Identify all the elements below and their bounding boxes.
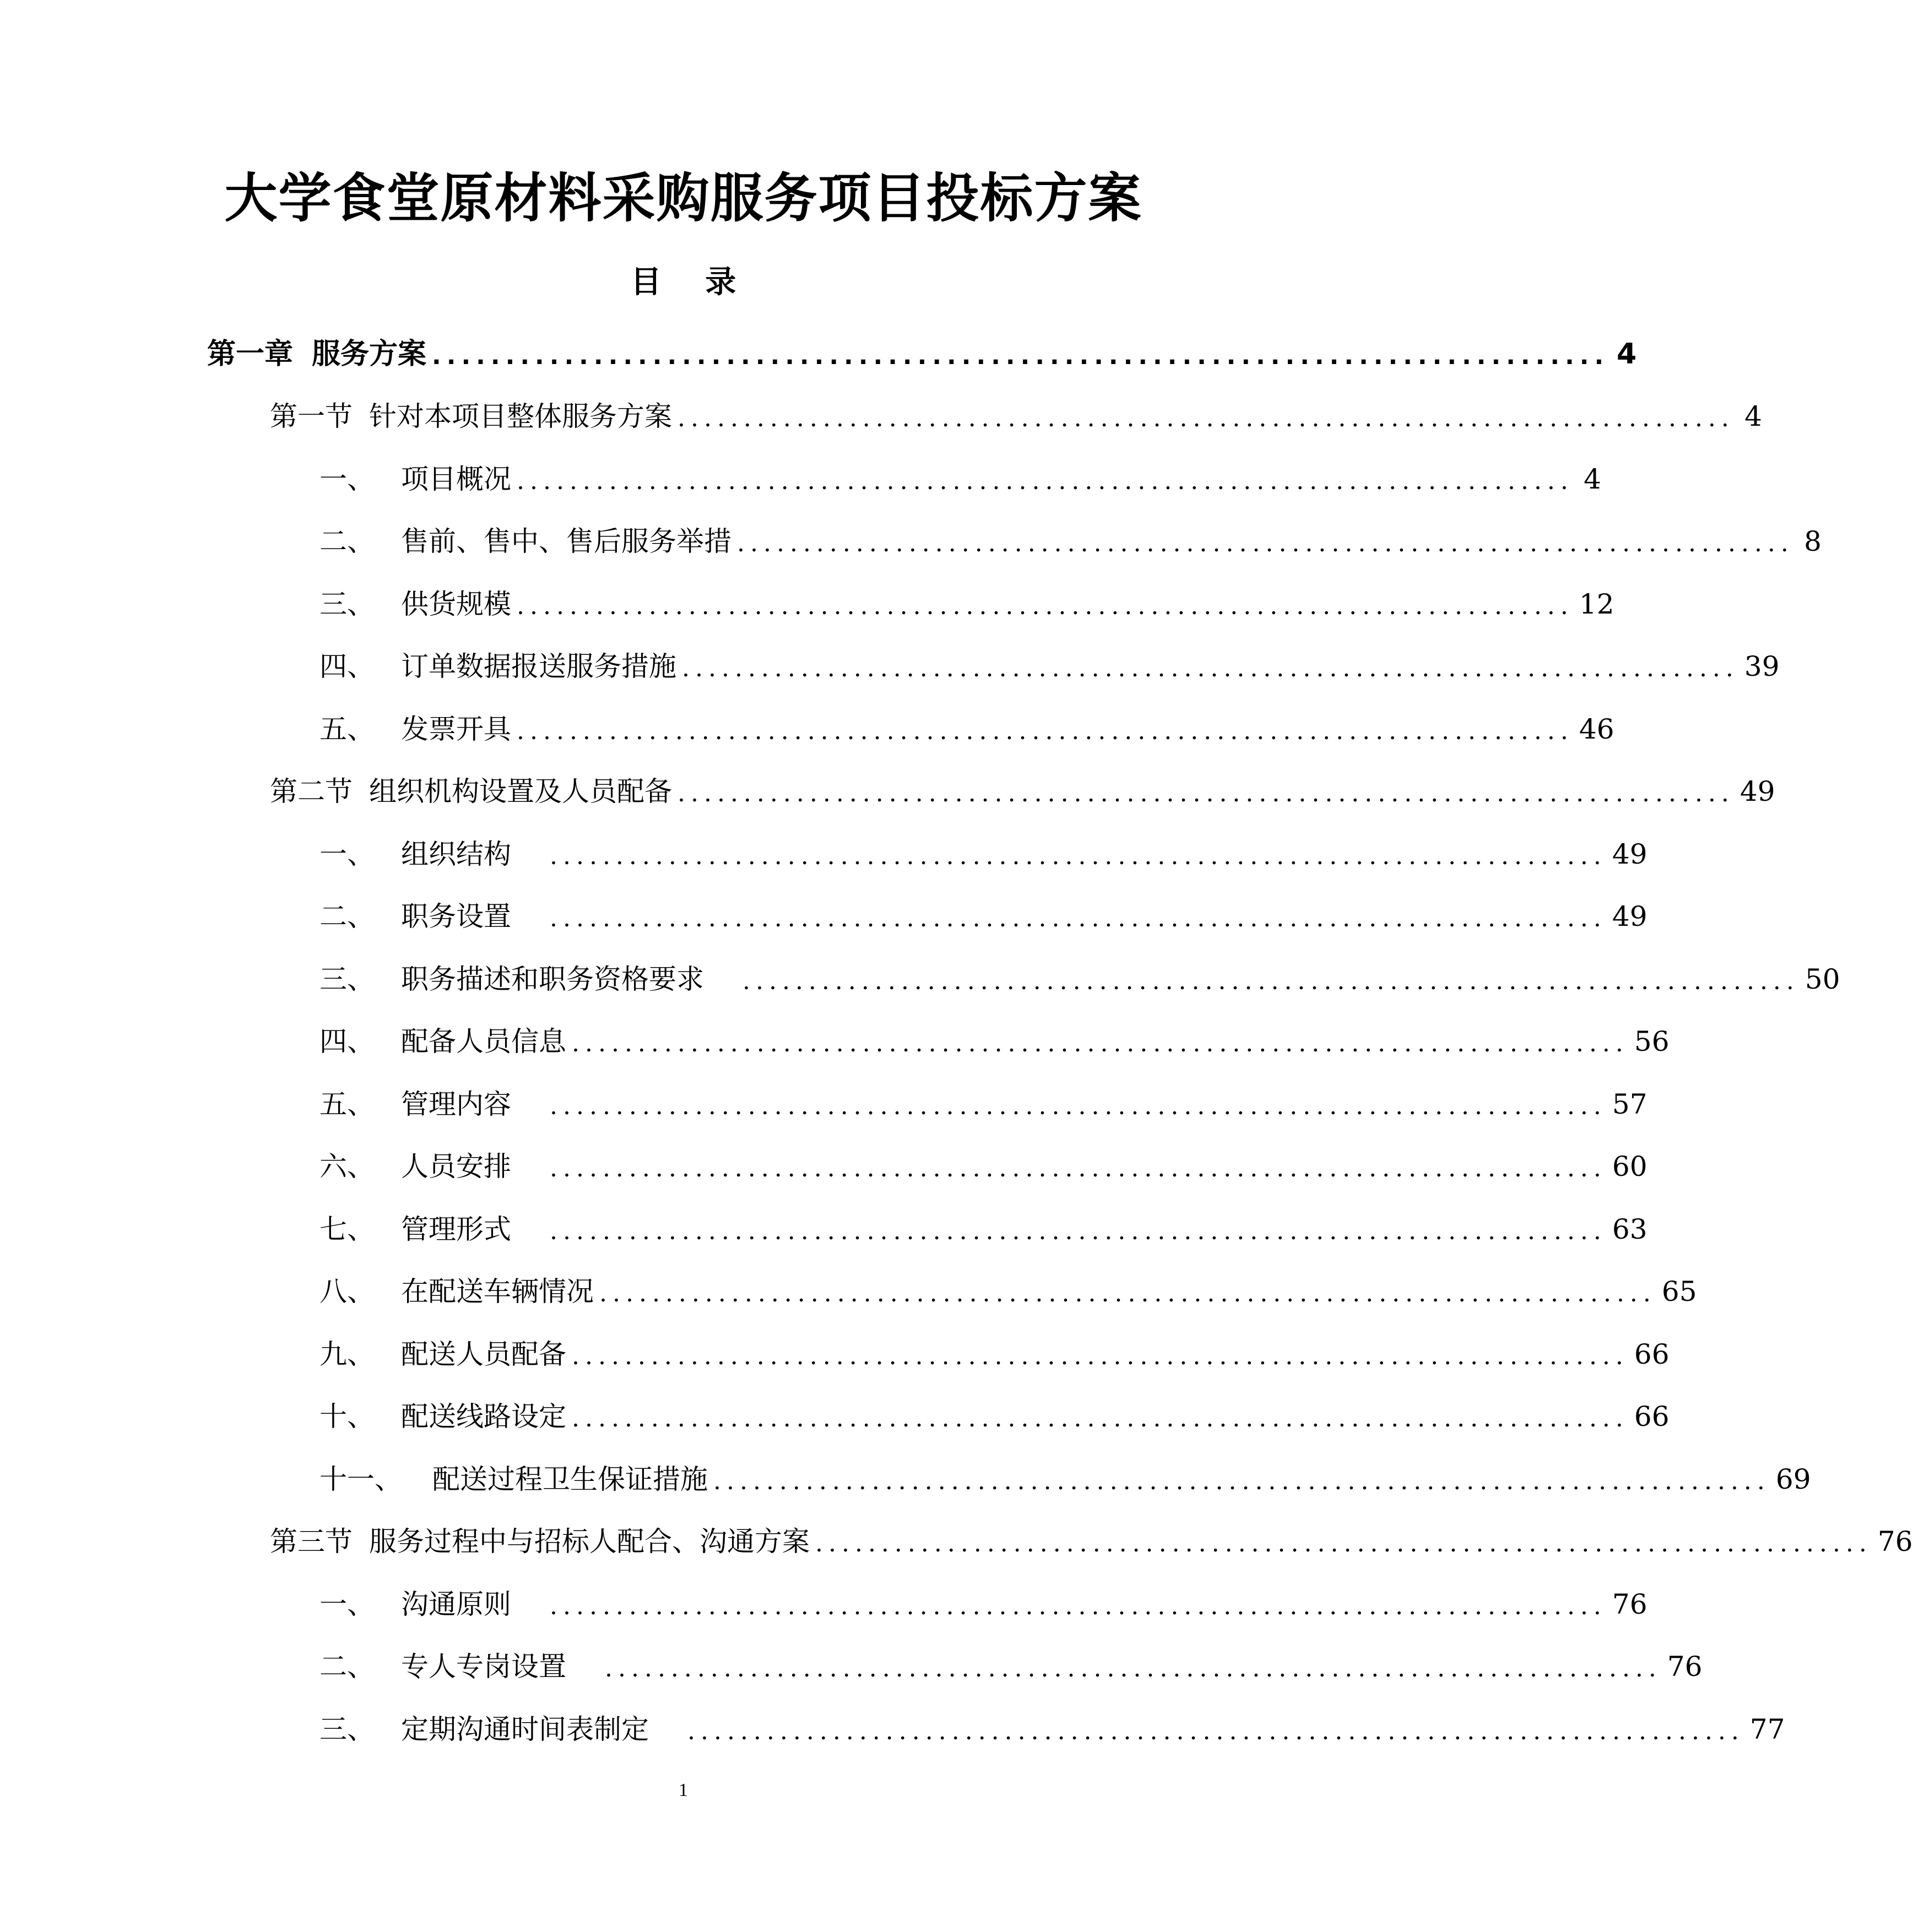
toc-entry[interactable] (0, 1073, 1648, 1136)
toc-entry-number: 五、 (319, 1088, 375, 1120)
toc-entry-page: 39 (1744, 650, 1780, 683)
toc-entry[interactable] (0, 1511, 1913, 1573)
toc-dot-leader: ................................................................................ (713, 1467, 1770, 1495)
toc-entry-number: 第一章 (207, 337, 294, 371)
toc-entry-page: 4 (1584, 463, 1601, 495)
toc-entry-page: 49 (1612, 838, 1648, 870)
toc-dot-leader: ................................................................................ (678, 779, 1735, 808)
toc-dot-leader: ................................................................................ (572, 1029, 1629, 1058)
toc-entry-title: 管理形式 (401, 1213, 511, 1245)
toc-entry-number: 七、 (319, 1213, 375, 1245)
toc-entry-page: 66 (1634, 1401, 1670, 1433)
toc-entry-title: 配备人员信息 (401, 1025, 566, 1058)
toc-entry-title: 组织机构设置及人员配备 (369, 775, 672, 808)
toc-dot-leader: ................................................................................ (432, 341, 1609, 370)
toc-entry-page: 66 (1634, 1338, 1670, 1370)
page-number: 1 (679, 1780, 688, 1800)
toc-entry-page: 57 (1612, 1088, 1648, 1120)
toc-entry-number: 一、 (319, 463, 375, 495)
toc-entry-number: 三、 (319, 588, 375, 620)
toc-dot-leader: ................................................................................ (572, 1342, 1629, 1370)
toc-dot-leader: ................................................................................ (737, 529, 1794, 558)
toc-entry-title: 在配送车辆情况 (401, 1276, 594, 1308)
toc-dot-leader: ................................................................................ (682, 654, 1739, 683)
toc-entry-page: 76 (1877, 1526, 1913, 1558)
toc-entry-title: 专人专岗设置 (401, 1651, 566, 1683)
toc-entry[interactable] (0, 1261, 1697, 1323)
toc-entry-title: 配送人员配备 (401, 1338, 566, 1370)
toc-entry[interactable] (0, 1636, 1703, 1698)
toc-dot-leader: ................................................................................ (550, 904, 1607, 933)
toc-entry-title: 组织结构 (401, 838, 511, 870)
toc-dot-leader: ................................................................................ (572, 1404, 1629, 1433)
toc-entry-page: 60 (1612, 1150, 1648, 1183)
toc-entry[interactable] (0, 636, 1780, 698)
toc-dot-leader: ................................................................................ (550, 1592, 1607, 1620)
toc-dot-leader: ................................................................................ (678, 404, 1735, 433)
toc-entry-title: 人员安排 (401, 1150, 511, 1183)
toc-entry-number: 一、 (319, 838, 375, 870)
toc-entry-page: 56 (1634, 1025, 1670, 1058)
toc-heading: 目 录 (630, 264, 753, 300)
toc-entry[interactable] (0, 1011, 1670, 1073)
toc-entry-number: 第一节 (270, 400, 353, 433)
toc-dot-leader: ................................................................................ (550, 1217, 1607, 1245)
toc-entry-number: 二、 (319, 900, 375, 933)
toc-entry-number: 八、 (319, 1276, 375, 1308)
toc-entry-title: 配送过程卫生保证措施 (432, 1463, 708, 1495)
toc-entry[interactable] (0, 1136, 1648, 1198)
toc-dot-leader: ................................................................................ (605, 1654, 1662, 1683)
toc-entry[interactable] (0, 573, 1614, 636)
toc-entry[interactable] (0, 511, 1822, 573)
toc-entry-number: 第三节 (270, 1526, 353, 1558)
toc-entry-title: 售前、售中、售后服务举措 (401, 525, 731, 558)
toc-dot-leader: ................................................................................ (550, 1154, 1607, 1183)
toc-dot-leader: ................................................................................ (687, 1717, 1744, 1745)
toc-entry-page: 63 (1612, 1213, 1648, 1245)
toc-entry-title: 发票开具 (401, 713, 511, 745)
toc-dot-leader: ................................................................................ (743, 967, 1800, 995)
document-title: 大学食堂原材料采购服务项目投标方案 (224, 167, 1142, 229)
toc-entry-title: 管理内容 (401, 1088, 511, 1120)
toc-entry[interactable] (0, 1573, 1648, 1636)
toc-entry-title: 服务过程中与招标人配合、沟通方案 (369, 1526, 810, 1558)
toc-entry-title: 职务描述和职务资格要求 (401, 963, 704, 995)
toc-entry[interactable] (0, 823, 1648, 886)
toc-entry-page: 4 (1744, 400, 1762, 433)
toc-entry[interactable] (0, 448, 1601, 511)
toc-entry-page: 49 (1739, 775, 1775, 808)
toc-dot-leader: ................................................................................ (550, 1092, 1607, 1120)
toc-dot-leader: ................................................................................ (517, 466, 1574, 495)
toc-entry-page: 12 (1579, 588, 1614, 620)
toc-entry-number: 五、 (319, 713, 375, 745)
toc-entry-page: 49 (1612, 900, 1648, 933)
toc-entry-number: 六、 (319, 1150, 375, 1183)
toc-entry-number: 二、 (319, 525, 375, 558)
toc-entry[interactable] (0, 886, 1648, 948)
toc-entry-number: 四、 (319, 650, 375, 683)
toc-entry-title: 针对本项目整体服务方案 (369, 400, 672, 433)
toc-entry-page: 50 (1804, 963, 1840, 995)
toc-entry[interactable] (0, 386, 1762, 448)
toc-dot-leader: ................................................................................ (517, 717, 1574, 745)
toc-entry-title: 定期沟通时间表制定 (401, 1713, 649, 1745)
toc-entry-title: 沟通原则 (401, 1588, 511, 1620)
toc-entry[interactable] (0, 1386, 1670, 1448)
toc-entry-page: 8 (1804, 525, 1822, 558)
toc-entry-title: 职务设置 (401, 900, 511, 933)
toc-dot-leader: ................................................................................ (815, 1529, 1872, 1558)
toc-entry[interactable] (0, 698, 1614, 761)
toc-entry-page: 65 (1661, 1276, 1697, 1308)
toc-entry-number: 第二节 (270, 775, 353, 808)
toc-entry-number: 九、 (319, 1338, 375, 1370)
toc-entry[interactable] (0, 1698, 1785, 1761)
toc-entry-page: 76 (1667, 1651, 1703, 1683)
toc-entry-title: 供货规模 (401, 588, 511, 620)
toc-dot-leader: ................................................................................ (517, 591, 1574, 620)
toc-entry-page: 46 (1579, 713, 1614, 745)
toc-entry-number: 三、 (319, 963, 375, 995)
toc-entry-page: 69 (1775, 1463, 1811, 1495)
toc-entry-number: 三、 (319, 1713, 375, 1745)
toc-entry[interactable] (0, 1198, 1648, 1261)
table-of-contents (0, 323, 1913, 1761)
toc-entry-title: 服务方案 (312, 337, 427, 371)
toc-entry-page: 76 (1612, 1588, 1648, 1620)
toc-entry-number: 四、 (319, 1025, 375, 1058)
toc-entry[interactable] (0, 1448, 1811, 1511)
toc-entry-number: 二、 (319, 1651, 375, 1683)
toc-entry[interactable] (0, 323, 1637, 386)
toc-entry-number: 十、 (319, 1401, 375, 1433)
toc-dot-leader: ................................................................................ (550, 842, 1607, 870)
toc-entry-number: 一、 (319, 1588, 375, 1620)
toc-entry-title: 订单数据报送服务措施 (401, 650, 676, 683)
toc-entry[interactable] (0, 948, 1840, 1011)
toc-entry-number: 十一、 (319, 1463, 402, 1495)
toc-entry-page: 4 (1617, 337, 1637, 371)
toc-entry-page: 77 (1749, 1713, 1785, 1745)
toc-entry-title: 项目概况 (401, 463, 511, 495)
toc-entry-title: 配送线路设定 (401, 1401, 566, 1433)
toc-entry[interactable] (0, 1323, 1670, 1386)
toc-entry[interactable] (0, 761, 1775, 823)
toc-dot-leader: ................................................................................ (599, 1279, 1656, 1308)
